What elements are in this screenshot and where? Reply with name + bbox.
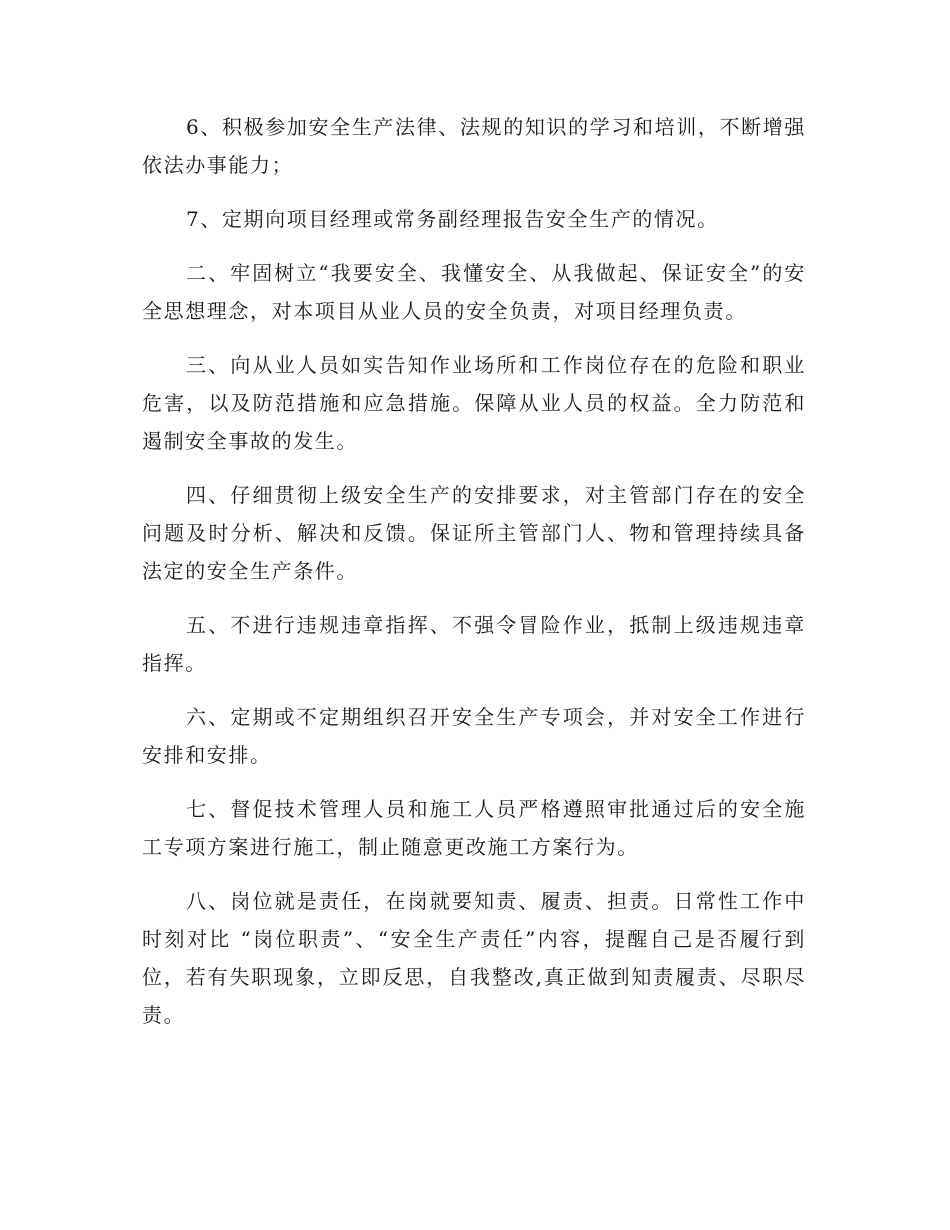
paragraph-section-4: 四、仔细贯彻上级安全生产的安排要求，对主管部门存在的安全问题及时分析、解决和反馈。保证所主管部门人、物和管理持续具备法定的安全生产条件。 [142,483,806,583]
paragraph-duty-7: 7、定期向项目经理或常务副经理报告安全生产的情况。 [186,207,719,231]
paragraph-section-7: 七、督促技术管理人员和施工人员严格遵照审批通过后的安全施工专项方案进行施工，制止随意更改施工方案行为。 [142,797,806,859]
paragraph-section-3: 三、向从业人员如实告知作业场所和工作岗位存在的危险和职业危害，以及防范措施和应急措施。保障从业人员的权益。全力防范和遏制安全事故的发生。 [142,353,806,453]
paragraph-section-6: 六、定期或不定期组织召开安全生产专项会，并对安全工作进行安排和安排。 [142,705,806,767]
paragraph-section-5: 五、不进行违规违章指挥、不强令冒险作业，抵制上级违规违章指挥。 [142,613,806,675]
paragraph-section-8: 八、岗位就是责任，在岗就要知责、履责、担责。日常性工作中时刻对比 “岗位职责”、“安全生产责任”内容，提醒自己是否履行到位，若有失职现象，立即反思，自我整改,真正做到知责履责、尽职尽责。 [142,889,806,1027]
paragraph-duty-6: 6、积极参加安全生产法律、法规的知识的学习和培训，不断增强依法办事能力； [142,115,806,177]
paragraph-section-2: 二、牢固树立“我要安全、我懂安全、从我做起、保证安全”的安全思想理念，对本项目从业人员的安全负责，对项目经理负责。 [142,261,806,323]
document-body [142,108,806,1050]
